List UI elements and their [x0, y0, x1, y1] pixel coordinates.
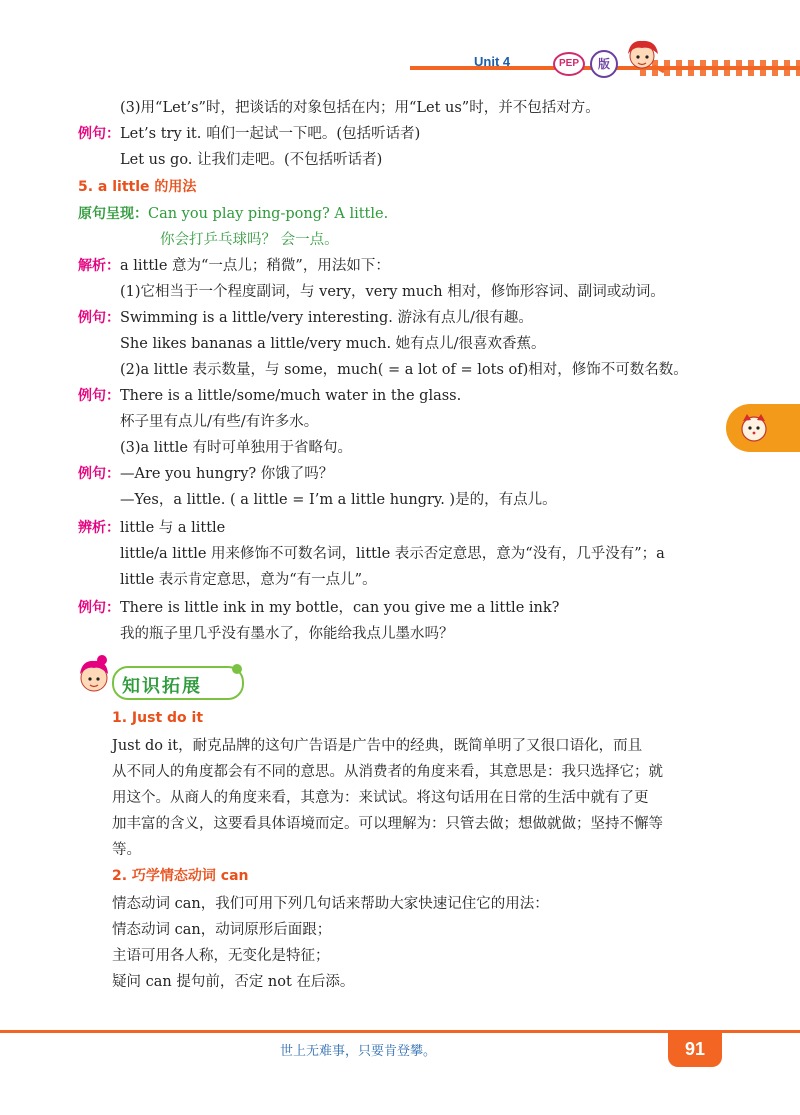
original-label: 原句呈现： — [78, 206, 148, 222]
example-label: 例句： — [78, 126, 120, 142]
subsection-title: 1. Just do it — [112, 710, 204, 726]
expansion-title: 知识拓展 — [122, 676, 202, 697]
example-line — [78, 386, 461, 406]
unit-label: Unit 4 — [474, 54, 511, 69]
text-line: (3)a little 有时可单独用于省略句。 — [120, 440, 353, 456]
example-text: There is a little/some/much water in the glass. — [120, 388, 462, 404]
translation-line: 你会打乒乓球吗？ 会一点。 — [160, 232, 339, 248]
example-line — [78, 308, 533, 328]
paragraph-line: 加丰富的含义，这要看具体语境而定。可以理解为：只管去做；想做就做；坚持不懈等 — [112, 816, 663, 832]
rhyme-line: 疑问 can 提句前，否定 not 在后添。 — [112, 974, 355, 990]
example-label: 例句： — [78, 600, 120, 616]
footer-motto: 世上无难事，只要肯登攀。 — [280, 1044, 437, 1059]
text-line: Let us go. 让我们走吧。(不包括听话者) — [120, 152, 383, 168]
text-line: 我的瓶子里几乎没有墨水了，你能给我点儿墨水吗？ — [120, 626, 454, 642]
example-label: 例句： — [78, 310, 120, 326]
banner-dot — [232, 664, 242, 674]
rhyme-line: 情态动词 can，动词原形后面跟； — [112, 922, 332, 938]
analysis-label: 解析： — [78, 258, 120, 274]
example-text: There is little ink in my bottle，can you give me a little ink? — [120, 600, 560, 616]
example-line — [78, 124, 420, 144]
original-sentence-line — [78, 204, 388, 224]
page-number: 91 — [668, 1033, 722, 1067]
subsection-title: 2. 巧学情态动词 can — [112, 868, 249, 884]
original-text: Can you play ping-pong? A little. — [148, 206, 389, 222]
text-line: 杯子里有点儿/有些/有许多水。 — [120, 414, 319, 430]
paragraph-line: 等。 — [112, 842, 141, 858]
comparison-text: little 与 a little — [120, 520, 226, 536]
comparison-label: 辨析： — [78, 520, 120, 536]
example-line — [78, 598, 559, 618]
example-text: —Are you hungry? 你饿了吗？ — [120, 466, 334, 482]
paragraph-line: 用这个。从商人的角度来看，其意为：来试试。将这句话用在日常的生活中就有了更 — [112, 790, 649, 806]
section-title: 5. a little 的用法 — [78, 179, 197, 195]
example-label: 例句： — [78, 388, 120, 404]
fox-face-icon — [738, 412, 770, 444]
example-label: 例句： — [78, 466, 120, 482]
example-text: Let’s try it. 咱们一起试一下吧。(包括听话者) — [120, 126, 421, 142]
rhyme-line: 主语可用各人称，无变化是特征； — [112, 948, 330, 964]
text-line: (2)a little 表示数量，与 some，much( = a lot of = lots of)相对，修饰不可数名数。 — [120, 362, 688, 378]
edition-badge: 版 — [590, 50, 618, 78]
paragraph-line: 从不同人的角度都会有不同的意思。从消费者的角度来看，其意思是：我只选择它；就 — [112, 764, 663, 780]
paragraph-line: Just do it，耐克品牌的这句广告语是广告中的经典，既简单明了又很口语化，而且 — [112, 738, 643, 754]
example-line — [78, 464, 333, 484]
text-line: little 表示肯定意思，意为“有一点儿”。 — [120, 572, 377, 588]
example-text: Swimming is a little/very interesting. 游泳有点儿/很有趣。 — [120, 310, 533, 326]
text-line: (1)它相当于一个程度副词，与 very，very much 相对，修饰形容词、副词或动词。 — [120, 284, 665, 300]
rhyme-line: 情态动词 can，我们可用下列几句话来帮助大家快速记住它的用法： — [112, 896, 549, 912]
text-line: —Yes，a little. ( a little = I’m a little hungry. )是的，有点儿。 — [120, 492, 557, 508]
pep-badge: PEP — [553, 52, 585, 76]
text-line: She likes bananas a little/very much. 她有点儿/很喜欢香蕉。 — [120, 336, 546, 352]
comparison-line — [78, 518, 225, 538]
girl-character-icon — [72, 652, 116, 700]
analysis-line — [78, 256, 390, 276]
text-line: (3)用“Let’s”时，把谈话的对象包括在内；用“Let us”时，并不包括对方。 — [120, 100, 600, 116]
girl-mascot-icon — [620, 36, 666, 76]
text-line: little/a little 用来修饰不可数名词，little 表示否定意思，意为“没有，几乎没有”；a — [120, 546, 665, 562]
analysis-text: a little 意为“一点儿；稍微”，用法如下： — [120, 258, 390, 274]
